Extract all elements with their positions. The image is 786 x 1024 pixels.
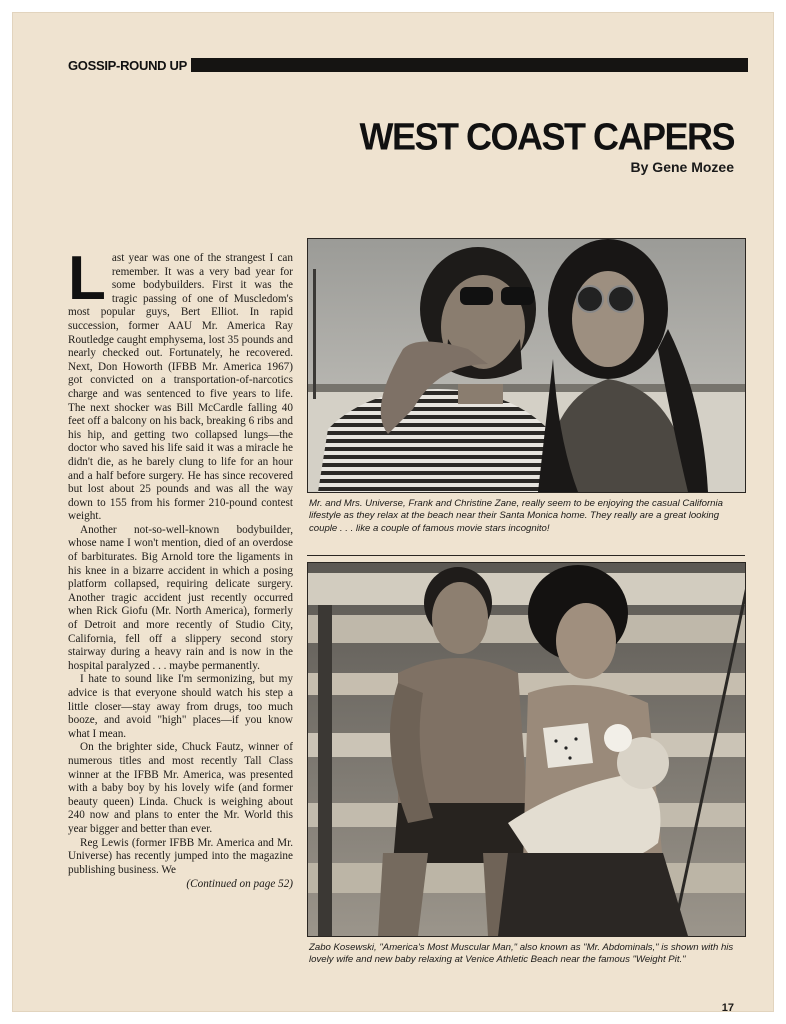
magazine-page xyxy=(12,12,774,1012)
photo-caption: Zabo Kosewski, "America's Most Muscular Man," also known as "Mr. Abdominals," is shown with his lovely wife and new baby relaxing at Venice Athletic Beach near the famous "Weight Pit." xyxy=(309,942,734,966)
article-headline: WEST COAST CAPERS xyxy=(359,114,734,158)
photo-caption: Mr. and Mrs. Universe, Frank and Christine Zane, really seem to be enjoying the casual California lifestyle as they relax at the beach near their Santa Monica home. They really are a great looking couple . . . like a couple of famous movie stars incognito! xyxy=(309,498,723,534)
drop-cap: L xyxy=(68,244,106,313)
article-body xyxy=(68,244,293,892)
article-paragraph: Last year was one of the strangest I can remember. It was a very bad year for some bodybuilders. First it was the tragic passing of one of Muscledom's most popular guys, Bert Elliot. In rapid succession, former AAU Mr. America Ray Routledge caught emphysema, lost 35 pounds and nearly checked out. Fortunately, he recovered. Next, Don Howorth (IFBB Mr. America 1967) got convicted on a transportation-of-narcotics charge and was sentenced to five years to life. The next shocker was Bill McCardle falling 40 feet off a balcony on his back, breaking 6 ribs and his hip, and getting two collapsed lungs—the doctor who saved his life said it was a miracle he didn't die, as he barely clung to life for an hour and a half before surgery. He has since recovered but lost about 25 pounds and was all the way down to 155 from his former 210-pound contest weight. xyxy=(68,244,293,523)
article-paragraph: On the brighter side, Chuck Fautz, winner of numerous titles and most recently Tall Class winner at the IFBB Mr. America, was presented with a baby boy by his lovely wife (and former beauty queen) Linda. Chuck is weighing about 240 now and plans to enter the Mr. World this year bigger and better than ever. xyxy=(68,741,293,835)
section-label: GOSSIP-ROUND UP xyxy=(68,57,188,73)
continued-note: (Continued on page 52) xyxy=(186,878,293,891)
section-rule xyxy=(191,58,748,72)
section-header xyxy=(68,56,748,74)
photo-beach-couple xyxy=(307,238,746,493)
article-paragraph: I hate to sound like I'm sermonizing, but my advice is that everyone should watch his step a little closer—stay away from drugs, too much booze, and avoid "high" places—if you know what I mean. xyxy=(68,673,293,740)
caption-divider xyxy=(307,555,745,556)
photo-bench-family xyxy=(307,562,746,937)
article-byline: By Gene Mozee xyxy=(630,159,734,175)
page-number: 17 xyxy=(721,1002,734,1014)
article-paragraph: Another not-so-well-known bodybuilder, whose name I won't mention, died of an overdose of barbiturates. Big Arnold tore the ligaments in his knee in a bizarre accident in which a posing platform collapsed, requiring delicate surgery. Another tragic accident just recently occurred when Rick Giofu (Mr. North America), formerly of Detroit and more recently of Studio City, California, fell off a slippery second story stairway during a heavy rain and is now in the hospital paralyzed . . . maybe permanently. xyxy=(68,523,293,672)
article-paragraph: Reg Lewis (former IFBB Mr. America and Mr. Universe) has recently jumped into the magazine publishing business. We xyxy=(68,836,293,876)
